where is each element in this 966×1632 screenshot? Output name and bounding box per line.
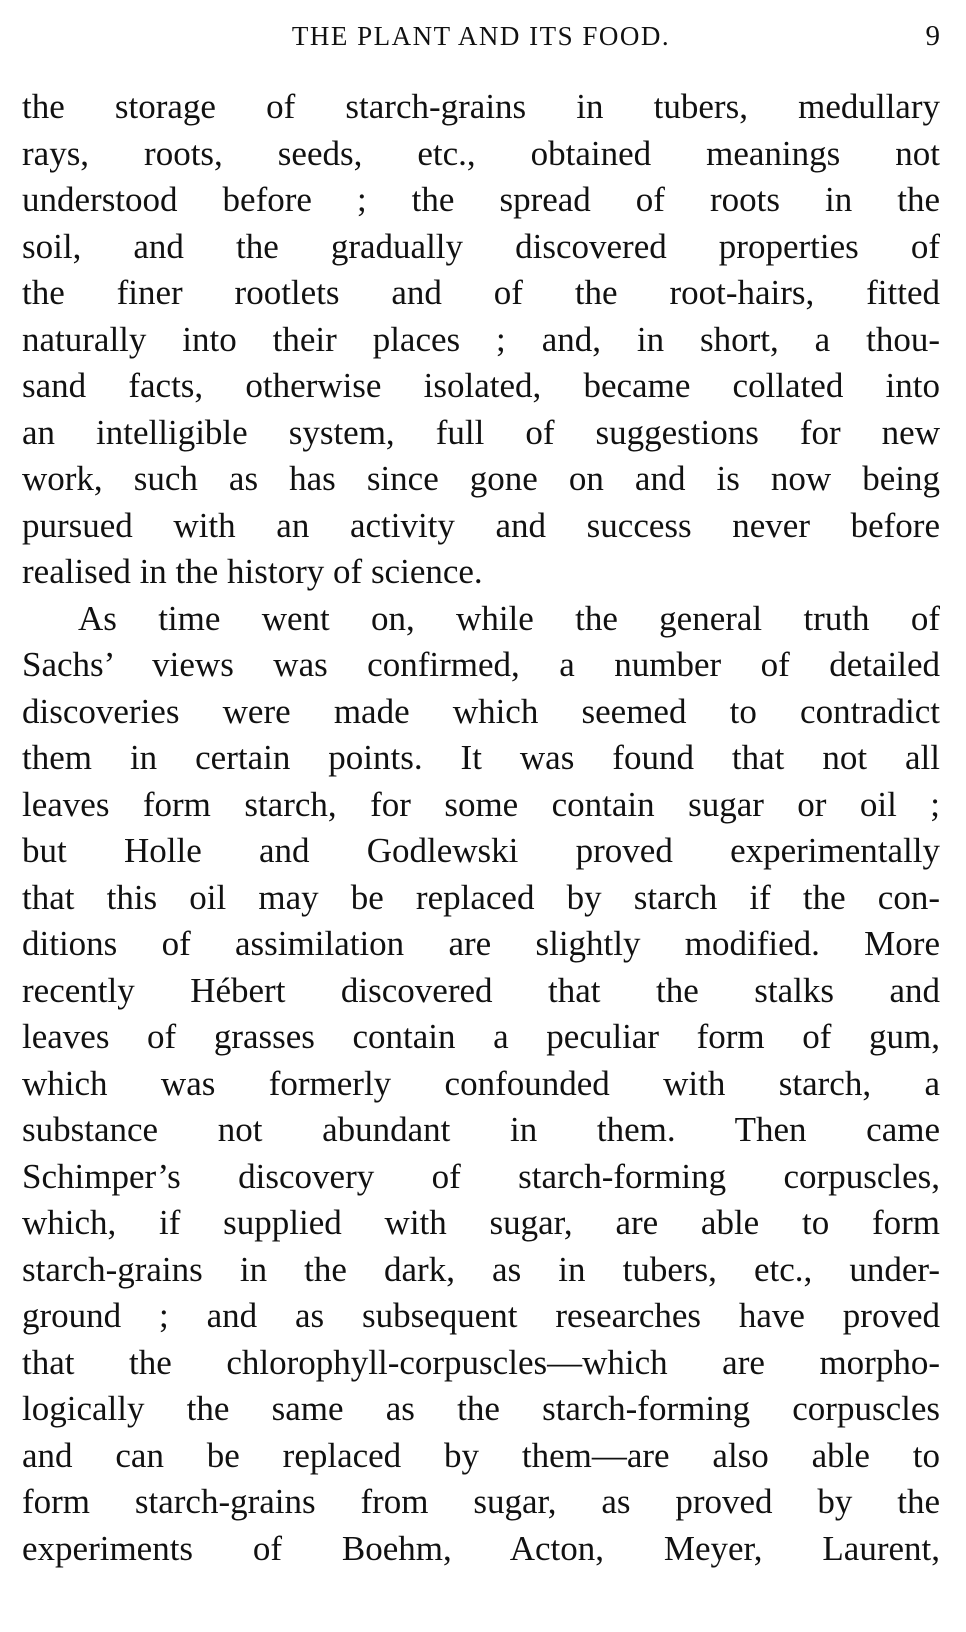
text-line: recently Hébert discovered that the stalks and (22, 970, 940, 1010)
text-line: and can be replaced by them—are also able to (22, 1435, 940, 1475)
text-line: but Holle and Godlewski proved experimentally (22, 831, 940, 870)
text-line: which was formerly confounded with starch, a (22, 1063, 940, 1103)
text-line: Sachs’ views was confirmed, a number of detailed (22, 645, 940, 684)
text-line: substance not abundant in them. Then came (22, 1110, 940, 1149)
text-line: pursued with an activity and success never before (22, 505, 940, 545)
text-line: leaves of grasses contain a peculiar form of gum, (22, 1017, 940, 1056)
page-number: 9 (925, 20, 940, 52)
text-line: sand facts, otherwise isolated, became collated into (22, 366, 940, 405)
body-text (22, 84, 940, 1572)
text-line: which, if supplied with sugar, are able to form (22, 1203, 940, 1242)
paragraph-2 (22, 596, 940, 1573)
text-line: experiments of Boehm, Acton, Meyer, Laurent, (22, 1528, 940, 1568)
text-line: form starch-grains from sugar, as proved by the (22, 1482, 940, 1521)
running-head (22, 14, 940, 58)
text-line: ditions of assimilation are slightly modified. More (22, 924, 940, 963)
text-line: the finer rootlets and of the root-hairs, fitted (22, 273, 940, 312)
text-line: ground ; and as subsequent researches have proved (22, 1296, 940, 1335)
text-line: understood before ; the spread of roots in the (22, 180, 940, 219)
text-line: starch-grains in the dark, as in tubers, etc., under- (22, 1249, 940, 1289)
text-line: naturally into their places ; and, in short, a thou- (22, 319, 940, 359)
text-line: an intelligible system, full of suggestions for new (22, 412, 940, 452)
text-line: discoveries were made which seemed to contradict (22, 691, 940, 731)
text-line: As time went on, while the general truth of (78, 598, 940, 638)
running-title: THE PLANT AND ITS FOOD. (291, 21, 671, 51)
text-line: Schimper’s discovery of starch-forming corpuscles, (22, 1156, 940, 1196)
text-line: soil, and the gradually discovered properties of (22, 226, 940, 266)
text-line: rays, roots, seeds, etc., obtained meanings not (22, 133, 940, 173)
text-line: that the chlorophyll-corpuscles—which are morpho- (22, 1342, 940, 1382)
text-line: that this oil may be replaced by starch if the con- (22, 877, 940, 917)
text-line: the storage of starch-grains in tubers, medullary (22, 87, 940, 126)
text-line: them in certain points. It was found that not all (22, 738, 940, 777)
text-line: work, such as has since gone on and is now being (22, 459, 940, 498)
text-line: realised in the history of science. (22, 552, 483, 591)
text-line: leaves form starch, for some contain sugar or oil ; (22, 784, 940, 824)
text-line: logically the same as the starch-forming corpuscles (22, 1389, 940, 1428)
paragraph-1 (22, 84, 940, 596)
